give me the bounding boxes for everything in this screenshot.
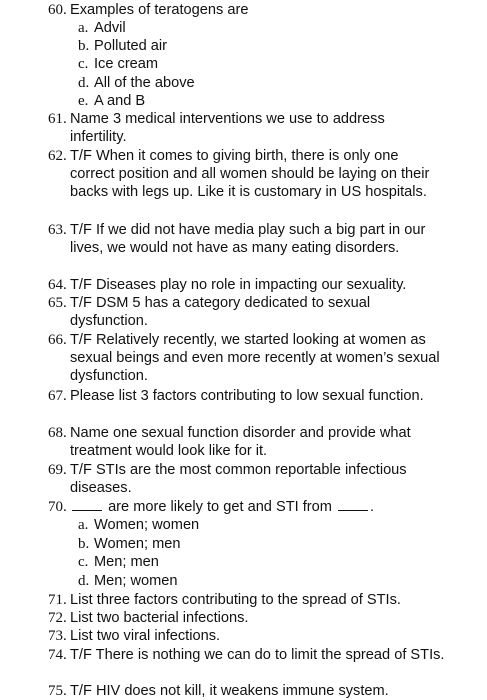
- question-70: [48, 498, 445, 516]
- question-number: 74.: [48, 647, 67, 663]
- question-number: 72.: [48, 610, 67, 626]
- question-number: 70.: [48, 499, 67, 515]
- question-68: [48, 424, 445, 460]
- question-text: Name one sexual function disorder and provide what treatment would look like for it.: [70, 425, 411, 460]
- question-number: 63.: [48, 222, 67, 238]
- question-text: Please list 3 factors contributing to low sexual function.: [70, 388, 424, 404]
- question-63: [48, 221, 445, 257]
- option-letter: d.: [78, 573, 90, 589]
- question-text: Examples of teratogens are: [70, 2, 249, 18]
- option-70d: [78, 572, 178, 590]
- question-73: [48, 627, 445, 645]
- option-letter: a.: [78, 517, 89, 533]
- option-letter: b.: [78, 38, 90, 54]
- option-letter: a.: [78, 20, 89, 36]
- option-text: All of the above: [94, 75, 195, 91]
- question-69: [48, 461, 445, 497]
- option-60e: [78, 92, 145, 110]
- question-number: 66.: [48, 332, 67, 348]
- question-text: T/F Relatively recently, we started looking at women as sexual beings and even more recently at women’s sexual dysfunction.: [70, 332, 440, 385]
- question-text: T/F If we did not have media play such a big part in our lives, we would not have as many eating disorders.: [70, 222, 426, 257]
- option-text: Women; women: [94, 517, 200, 533]
- option-text: Men; women: [94, 573, 178, 589]
- option-70a: [78, 516, 199, 534]
- option-text: Polluted air: [94, 38, 168, 54]
- option-letter: b.: [78, 536, 90, 552]
- question-text: T/F Diseases play no role in impacting our sexuality.: [70, 277, 407, 293]
- question-number: 75.: [48, 683, 67, 699]
- question-text: T/F When it comes to giving birth, there is only one correct position and all women should be laying on their backs with legs up. Like it is customary in US hospitals.: [70, 148, 430, 201]
- question-text-part: are more likely to get and STI from: [108, 499, 332, 515]
- option-70b: [78, 535, 181, 553]
- option-60b: [78, 37, 167, 55]
- answer-blank: [72, 498, 102, 511]
- question-number: 61.: [48, 111, 67, 127]
- question-62: [48, 147, 445, 202]
- question-71: [48, 591, 445, 609]
- question-number: 71.: [48, 592, 67, 608]
- question-text: Name 3 medical interventions we use to address infertility.: [70, 111, 385, 146]
- question-75: [48, 682, 445, 700]
- option-text: Women; men: [94, 536, 181, 552]
- question-number: 69.: [48, 462, 67, 478]
- answer-blank: [338, 498, 368, 511]
- question-60: [48, 1, 445, 19]
- question-text-end: .: [369, 499, 375, 515]
- question-64: [48, 276, 445, 294]
- option-60a: [78, 19, 126, 37]
- question-text: T/F HIV does not kill, it weakens immune system.: [70, 683, 389, 699]
- question-67: [48, 387, 445, 405]
- question-text: T/F There is nothing we can do to limit the spread of STIs.: [70, 647, 445, 663]
- question-72: [48, 609, 445, 627]
- option-letter: c.: [78, 56, 89, 72]
- option-text: Ice cream: [94, 56, 159, 72]
- question-number: 68.: [48, 425, 67, 441]
- question-text: List two bacterial infections.: [70, 610, 249, 626]
- question-number: 64.: [48, 277, 67, 293]
- option-letter: d.: [78, 75, 90, 91]
- option-letter: c.: [78, 554, 89, 570]
- question-number: 73.: [48, 628, 67, 644]
- question-65: [48, 294, 445, 330]
- question-number: 60.: [48, 2, 67, 18]
- option-60d: [78, 74, 195, 92]
- question-74: [48, 646, 445, 664]
- option-text: Advil: [94, 20, 126, 36]
- question-text: [70, 498, 445, 516]
- option-70c: [78, 553, 159, 571]
- question-number: 65.: [48, 295, 67, 311]
- option-60c: [78, 55, 158, 73]
- option-text: A and B: [94, 93, 146, 109]
- question-number: 62.: [48, 148, 67, 164]
- option-text: Men; men: [94, 554, 159, 570]
- question-61: [48, 110, 445, 146]
- question-text: T/F STIs are the most common reportable infectious diseases.: [70, 462, 407, 497]
- question-66: [48, 331, 445, 386]
- option-letter: e.: [78, 93, 89, 109]
- question-text: T/F DSM 5 has a category dedicated to sexual dysfunction.: [70, 295, 371, 330]
- question-text: List three factors contributing to the spread of STIs.: [70, 592, 401, 608]
- question-text: List two viral infections.: [70, 628, 221, 644]
- question-number: 67.: [48, 388, 67, 404]
